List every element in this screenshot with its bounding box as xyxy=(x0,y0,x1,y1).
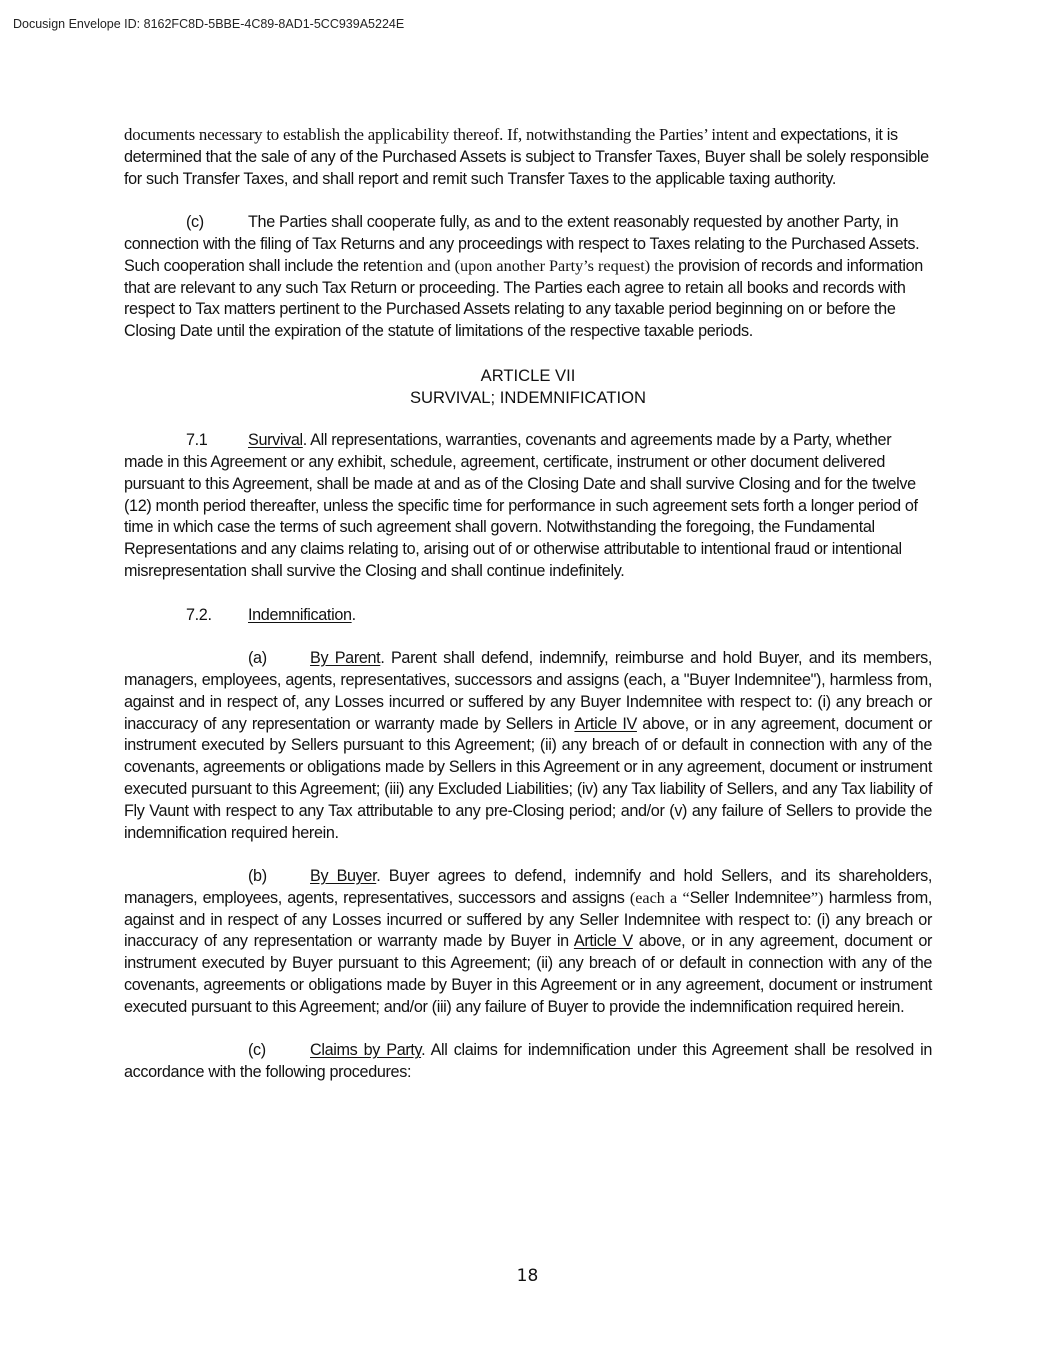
subsection-c-heading: Claims by Party xyxy=(310,1041,422,1060)
article-number: ARTICLE VII xyxy=(480,365,576,385)
tax-c-text-b: provision of records and information that are relevant to any such Tax Return or proceeding. The Parties each agree to retain all books and records with respect to Tax matters pertinent to the Purchased Assets relating to any taxable period beginning on or before the Closing Date until the expiration of the statute of limitations of the respective taxable periods. xyxy=(124,256,923,341)
subsection-a-text-2: above, or in any agreement, document or instrument executed by Sellers pursuant to this Agreement; (ii) any breach of or default in connection with any of the covenants, agreements or obligations made by Sellers in this Agreement or in any agreement, document or instrument executed pursuant to this Agreement; (iii) any Excluded Liabilities; (iv) any Tax liability of Sellers, and any Tax liability of Fly Vaunt with respect to any Tax attributable to any pre-Closing period; and/or (v) any failure of Sellers to provide the indemnification required herein. xyxy=(124,714,932,842)
article-v-link: Article V xyxy=(573,932,633,951)
docusign-envelope-id: Docusign Envelope ID: 8162FC8D-5BBE-4C89-8AD1-5CC939A5224E xyxy=(13,17,405,31)
tax-c-text-a: The Parties shall cooperate fully, as and to the extent reasonably requested by another Party, in connection with the filing of Tax Returns and any proceedings with respect to Taxes relating to the Purchased Assets. Such cooperation shall include the reten xyxy=(124,213,920,275)
subsection-a-paragraph xyxy=(124,648,932,844)
tax-c-label: (c) xyxy=(186,213,204,232)
continuation-first-line: documents necessary to establish the applicability thereof. If, notwithstanding the Parties’ intent and xyxy=(124,125,777,144)
article-title: SURVIVAL; INDEMNIFICATION xyxy=(409,387,647,407)
subsection-a-label: (a) xyxy=(248,649,267,668)
subsection-b-text-1: . Buyer agrees to defend, indemnify and hold Sellers, and its shareholders, managers, employees, agents, representatives, successors and assigns xyxy=(124,867,933,907)
subsection-c-label: (c) xyxy=(248,1041,266,1060)
subsection-b-defined-term: Seller Indemnitee xyxy=(689,888,811,907)
section-7-1-text: . All representations, warranties, covenants and agreements made by a Party, whether made in this Agreement or any exhibit, schedule, agreement, certificate, instrument or other document delivered pursuant to this Agreement, shall be made at and as of the Closing Date and shall survive Closing and for the twelve (12) month period thereafter, unless the specific time for performance in such agreement sets forth a longer period of time in which case the terms of such agreement shall govern. Notwithstanding the foregoing, the Fundamental Representations and any claims relating to, arising out of or otherwise attributable to intentional fraud or intentional misrepresentation shall survive the Closing and shall continue indefinitely. xyxy=(124,431,918,580)
tax-c-text-serif: tion and (upon another Party’s request) the xyxy=(397,256,674,275)
subsection-b-serif-open: (each a “ xyxy=(629,888,690,907)
article-iv-link: Article IV xyxy=(574,714,637,733)
continuation-paragraph xyxy=(124,124,932,190)
subsection-b-paragraph xyxy=(124,866,932,1019)
subsection-b-label: (b) xyxy=(248,867,267,886)
subsection-b-text-1c: harmless from, against and in respect of any Losses incurred or suffered by any Seller Indemnitee with respect to: (i) any breach or inaccuracy of any representation or warranty made by Buyer in xyxy=(124,888,932,951)
section-7-1-heading: Survival xyxy=(248,431,303,450)
tax-cooperation-paragraph xyxy=(124,212,932,343)
section-7-1-number: 7.1 xyxy=(186,431,208,450)
subsection-b-serif-close: ”) xyxy=(810,888,824,907)
section-7-2-trail: . xyxy=(351,605,356,624)
section-7-1-paragraph xyxy=(124,430,932,583)
subsection-b-heading: By Buyer xyxy=(310,867,377,886)
section-7-2-heading-line xyxy=(124,605,932,627)
subsection-b-text-2: above, or in any agreement, document or instrument executed by Buyer pursuant to this Agreement; (ii) any breach of or default in connection with any of the covenants, agreements or obligations made by Buyer in this Agreement or in any agreement, document or instrument executed pursuant to this Agreement; and/or (iii) any failure of Buyer to provide the indemnification required herein. xyxy=(124,932,933,1016)
subsection-a-text-1: . Parent shall defend, indemnify, reimburse and hold Buyer, and its members, managers, employees, agents, representatives, successors and assigns (each, a "Buyer Indemnitee"), harmless from, against and in respect of, any Losses incurred or suffered by any Buyer Indemnitee with respect to: (i) any breach or inaccuracy of any representation or warranty made by Sellers in xyxy=(124,649,932,733)
subsection-c-paragraph xyxy=(124,1040,932,1084)
subsection-c-text: . All claims for indemnification under this Agreement shall be resolved in accordance with the following procedures: xyxy=(124,1041,932,1082)
continuation-text: expectations, it is determined that the sale of any of the Purchased Assets is subject to Transfer Taxes, Buyer shall be solely responsible for such Transfer Taxes, and shall report and remit such Transfer Taxes to the applicable taxing authority. xyxy=(124,126,929,188)
section-7-2-heading: Indemnification xyxy=(248,605,352,624)
section-7-2-number: 7.2. xyxy=(186,605,212,624)
document-page-body xyxy=(124,124,932,1084)
subsection-a-heading: By Parent xyxy=(310,649,381,668)
page-number: 18 xyxy=(516,1266,539,1286)
